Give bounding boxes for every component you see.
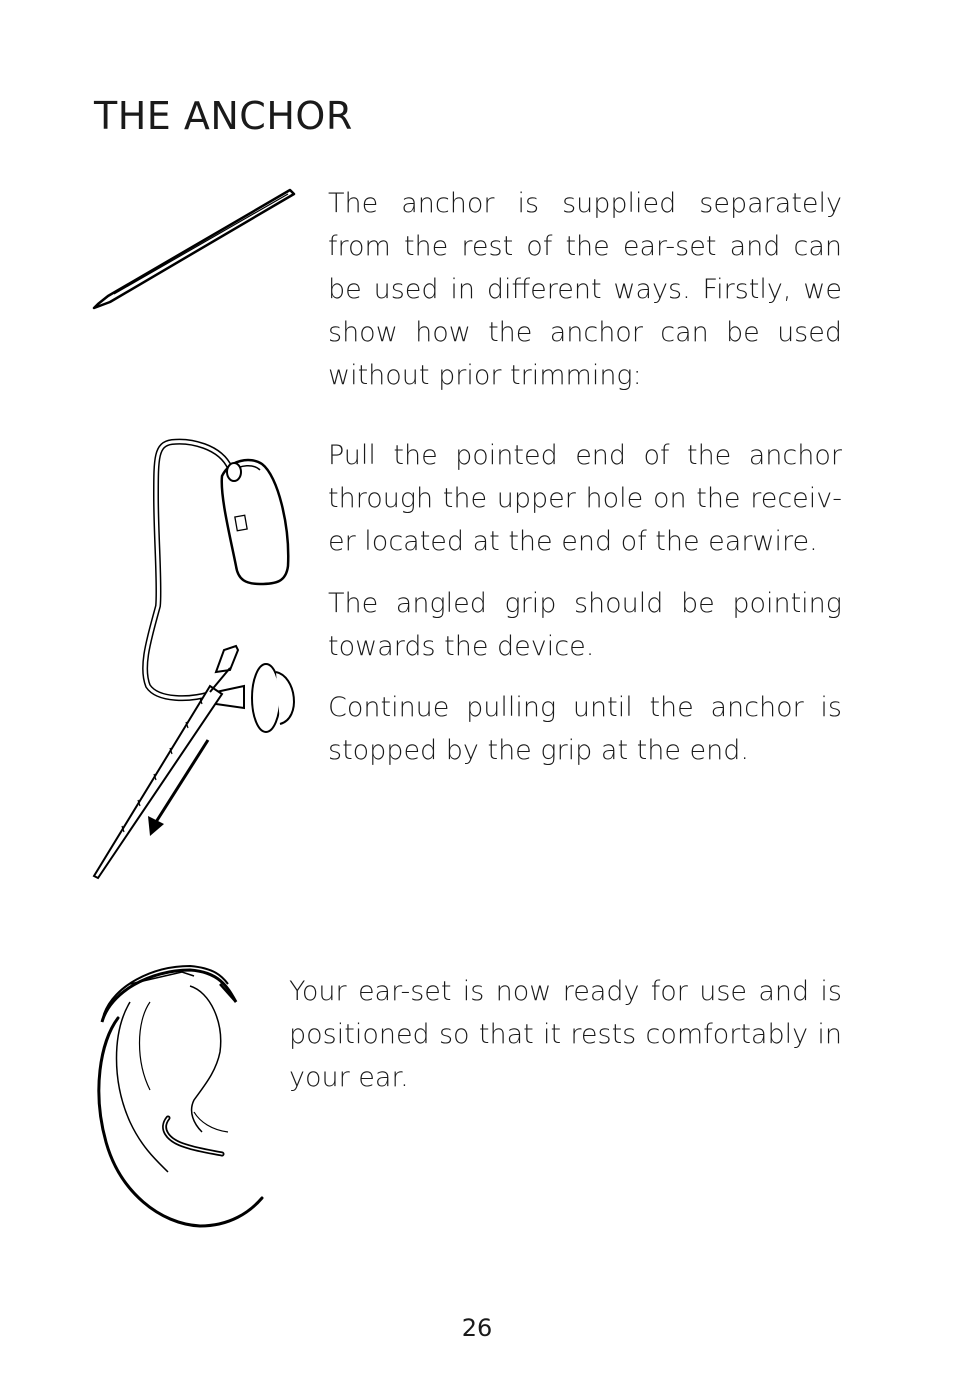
page-title: THE ANCHOR [94, 94, 353, 138]
page-number: 26 [461, 1314, 493, 1342]
instruction-pull-paragraph: Pull the pointed end of the anchor through the upper hole on the receiv-er located at the end of the earwire. [328, 440, 842, 557]
ear-illustration [90, 962, 270, 1232]
ready-paragraph: Your ear-set is now ready for use and is positioned so that it rests comfortably in your ear. [289, 976, 842, 1093]
instruction-grip-paragraph: The angled grip should be pointing towards the device. [328, 588, 842, 662]
receiver-threading-illustration [90, 436, 305, 886]
anchor-icon [90, 186, 300, 312]
instruction-continue-paragraph: Continue pulling until the anchor is stopped by the grip at the end. [328, 692, 842, 766]
intro-paragraph: The anchor is supplied separately from the rest of the ear-set and can be used in different ways. Firstly, we show how the anchor can be used without prior trimming: [328, 188, 842, 391]
